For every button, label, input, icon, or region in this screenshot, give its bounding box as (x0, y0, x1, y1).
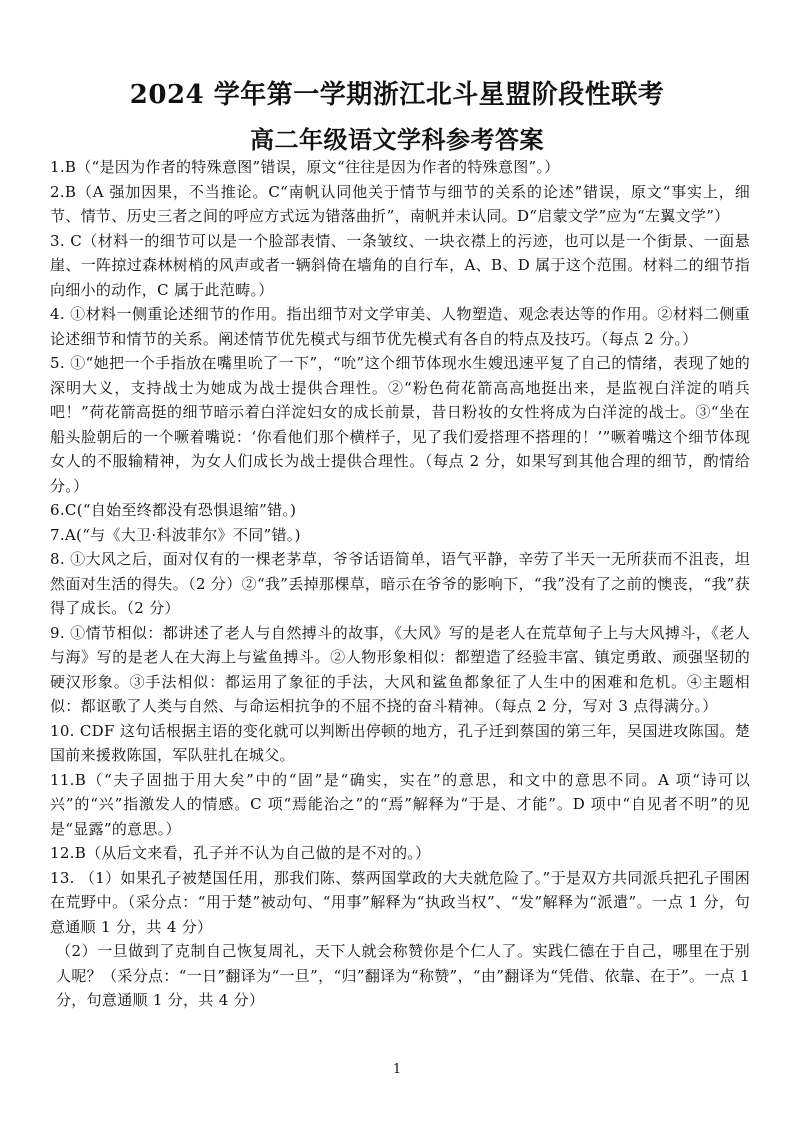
answer-item: 2.B（A 强加因果，不当推论。C“南帆认同他关于情节与细节的关系的论述”错误，原文“事实上，细节、情节、历史三者之间的呼应方式远为错落曲折”，南帆并未认同。D“启蒙文学”应为“左翼文学”） (50, 182, 750, 225)
answer-item: 3. C（材料一的细节可以是一个脸部表情、一条皱纹、一块衣襟上的污迹，也可以是一个街景、一面悬崖、一阵掠过森林树梢的风声或者一辆斜倚在墙角的自行车，A、B、D 属于这个范围。材料二的细节指向细小的动作，C 属于此范畴。） (50, 231, 750, 299)
answer-item: 12.B（从后文来看，孔子并不认为自己做的是不对的。） (50, 844, 431, 862)
answer-item: 13. （1）如果孔子被楚国任用，那我们陈、蔡两国掌政的大夫就危险了。”于是双方共同派兵把孔子围困在荒野中。（采分点：“用于楚”被动句、“用事”解释为“执政当权”、“发”解释为“派遣”。一点 1 分，句意通顺 1 分，共 4 分） (50, 868, 750, 936)
answer-item: （2）一旦做到了克制自己恢复周礼，天下人就会称赞你是个仁人了。实践仁德在于自己，哪里在于别人呢？（采分点：“一日”翻译为“一旦”，“归”翻译为“称赞”，“由”翻译为“凭借、依靠、在于”。一点 1 分，句意通顺 1 分，共 4 分） (56, 942, 750, 1009)
answer-item: 9. ①情节相似：都讲述了老人与自然搏斗的故事，《大风》写的是老人在荒草甸子上与大风搏斗，《老人与海》写的是老人在大海上与鲨鱼搏斗。②人物形象相似：都塑造了经验丰富、镇定勇敢、顽强坚韧的硬汉形象。③手法相似：都运用了象征的手法，大风和鲨鱼都象征了人生中的困难和危机。④主题相似：都讴歌了人类与自然、与命运相抗争的不屈不挠的奋斗精神。（每点 2 分，写对 3 点得满分。） (50, 623, 750, 715)
answer-item: 8. ①大风之后，面对仅有的一棵老茅草，爷爷话语简单，语气平静，辛劳了半天一无所获而不沮丧，坦然面对生活的得失。（2 分）②“我”丢掉那棵草，暗示在爷爷的影响下，“我”没有了之前的懊丧，“我”获得了成长。（2 分） (50, 550, 750, 617)
answer-item: 10. CDF 这句话根据主语的变化就可以判断出停顿的地方，孔子迁到蔡国的第三年，吴国进攻陈国。楚国前来援救陈国，军队驻扎在城父。 (50, 721, 750, 764)
document-subtitle: 高二年级语文学科参考答案 (250, 125, 544, 154)
answer-item: 6.C(“自始至终都没有恐惧退缩”错。) (50, 501, 297, 519)
answer-item: 7.A(“与《大卫·科波菲尔》不同”错。) (50, 525, 301, 544)
page-number: 1 (392, 1062, 402, 1077)
answer-item: 5. ①“她把一个手指放在嘴里吮了一下”，“吮”这个细节体现水生嫂迅速平复了自己的情绪，表现了她的深明大义，支持战士为她成为战士提供合理性。②“粉色荷花箭高高地挺出来，是监视白洋淀的哨兵吧！”荷花箭高挺的细节暗示着白洋淀妇女的成长前景，昔日粉妆的女性将成为白洋淀的战士。③“坐在船头脸朝后的一个噘着嘴说：‘你看他们那个横样子，见了我们爱搭理不搭理的！’”噘着嘴这个细节体现女人的不服输精神，为女人们成长为战士提供合理性。（每点 2 分，如果写到其他合理的细节，酌情给分。） (50, 354, 750, 495)
answer-item: 1.B（“是因为作者的特殊意图”错误，原文“往往是因为作者的特殊意图”。） (50, 158, 560, 176)
document-title: 2024 学年第一学期浙江北斗星盟阶段性联考 (129, 80, 665, 110)
answer-item: 11.B（“夫子固拙于用大矣”中的“固”是“确实，实在”的意思，和文中的意思不同。A 项“诗可以兴”的“兴”指激发人的情感。C 项“焉能治之”的“焉”解释为“于是、才能”。D 项中“自见者不明”的见是“显露”的意思。） (50, 770, 750, 838)
answer-list (50, 155, 750, 1013)
answer-item: 4. ①材料一侧重论述细节的作用。指出细节对文学审美、人物塑造、观念表达等的作用。②材料二侧重论述细节和情节的关系。阐述情节优先模式与细节优先模式有各自的特点及技巧。（每点 2 分。） (50, 305, 750, 348)
